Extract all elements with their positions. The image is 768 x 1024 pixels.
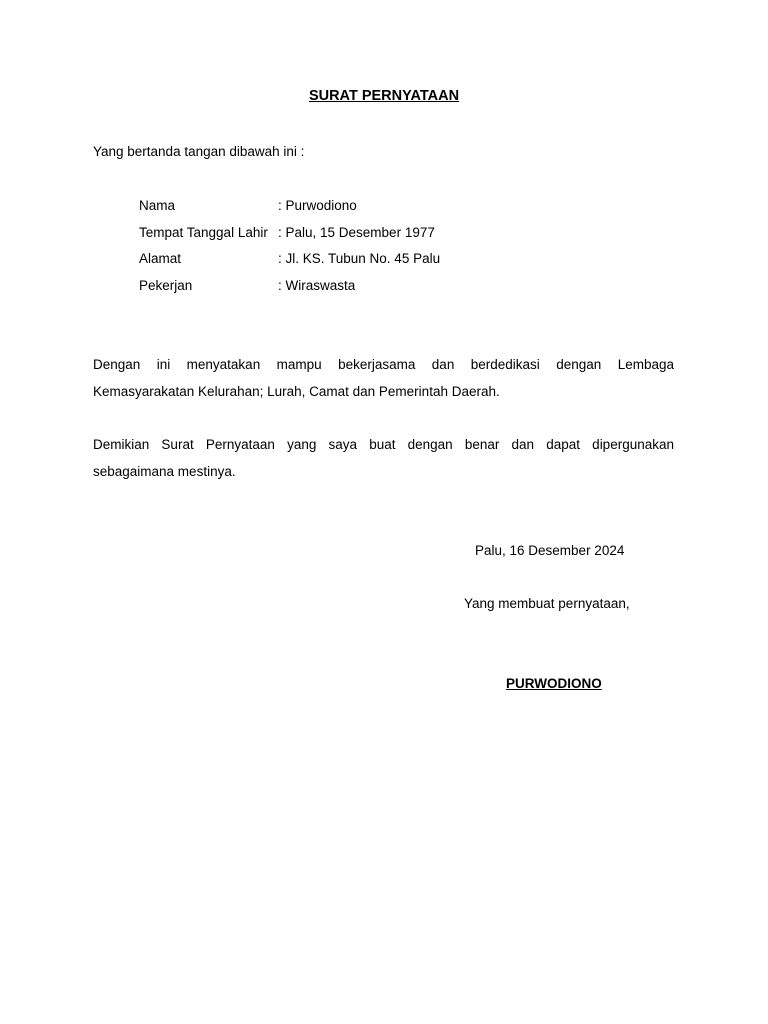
statement-paragraph: Dengan ini menyatakan mampu bekerjasama dan berdedikasi dengan Lembaga Kemasyarakatan Kelurahan; Lurah, Camat dan Pemerintah Daerah. [93, 357, 674, 399]
field-value: : Purwodiono [278, 198, 357, 213]
field-label: Tempat Tanggal Lahir [139, 224, 268, 240]
signer-name: PURWODIONO [506, 676, 602, 691]
field-row-pekerjan [139, 277, 539, 304]
field-value: : Wiraswasta [278, 277, 356, 293]
field-label: Alamat [139, 251, 182, 266]
document-title: SURAT PERNYATAAN [308, 88, 460, 104]
identity-fields [139, 197, 539, 303]
place-date: Palu, 16 Desember 2024 [475, 543, 625, 558]
field-value: : Jl. KS. Tubun No. 45 Palu [278, 251, 441, 266]
closing-paragraph: Demikian Surat Pernyataan yang saya buat dengan benar dan dapat dipergunakan sebagaimana mestinya. [93, 437, 674, 479]
field-row-alamat [139, 250, 539, 277]
maker-label: Yang membuat pernyataan, [464, 596, 630, 611]
intro-text: Yang bertanda tangan dibawah ini : [93, 144, 305, 159]
field-row-tempat-tanggal-lahir [139, 224, 539, 251]
field-label: Pekerjan [139, 277, 193, 293]
field-label: Nama [139, 198, 176, 213]
field-row-nama [139, 197, 539, 224]
field-value: : Palu, 15 Desember 1977 [278, 224, 435, 240]
